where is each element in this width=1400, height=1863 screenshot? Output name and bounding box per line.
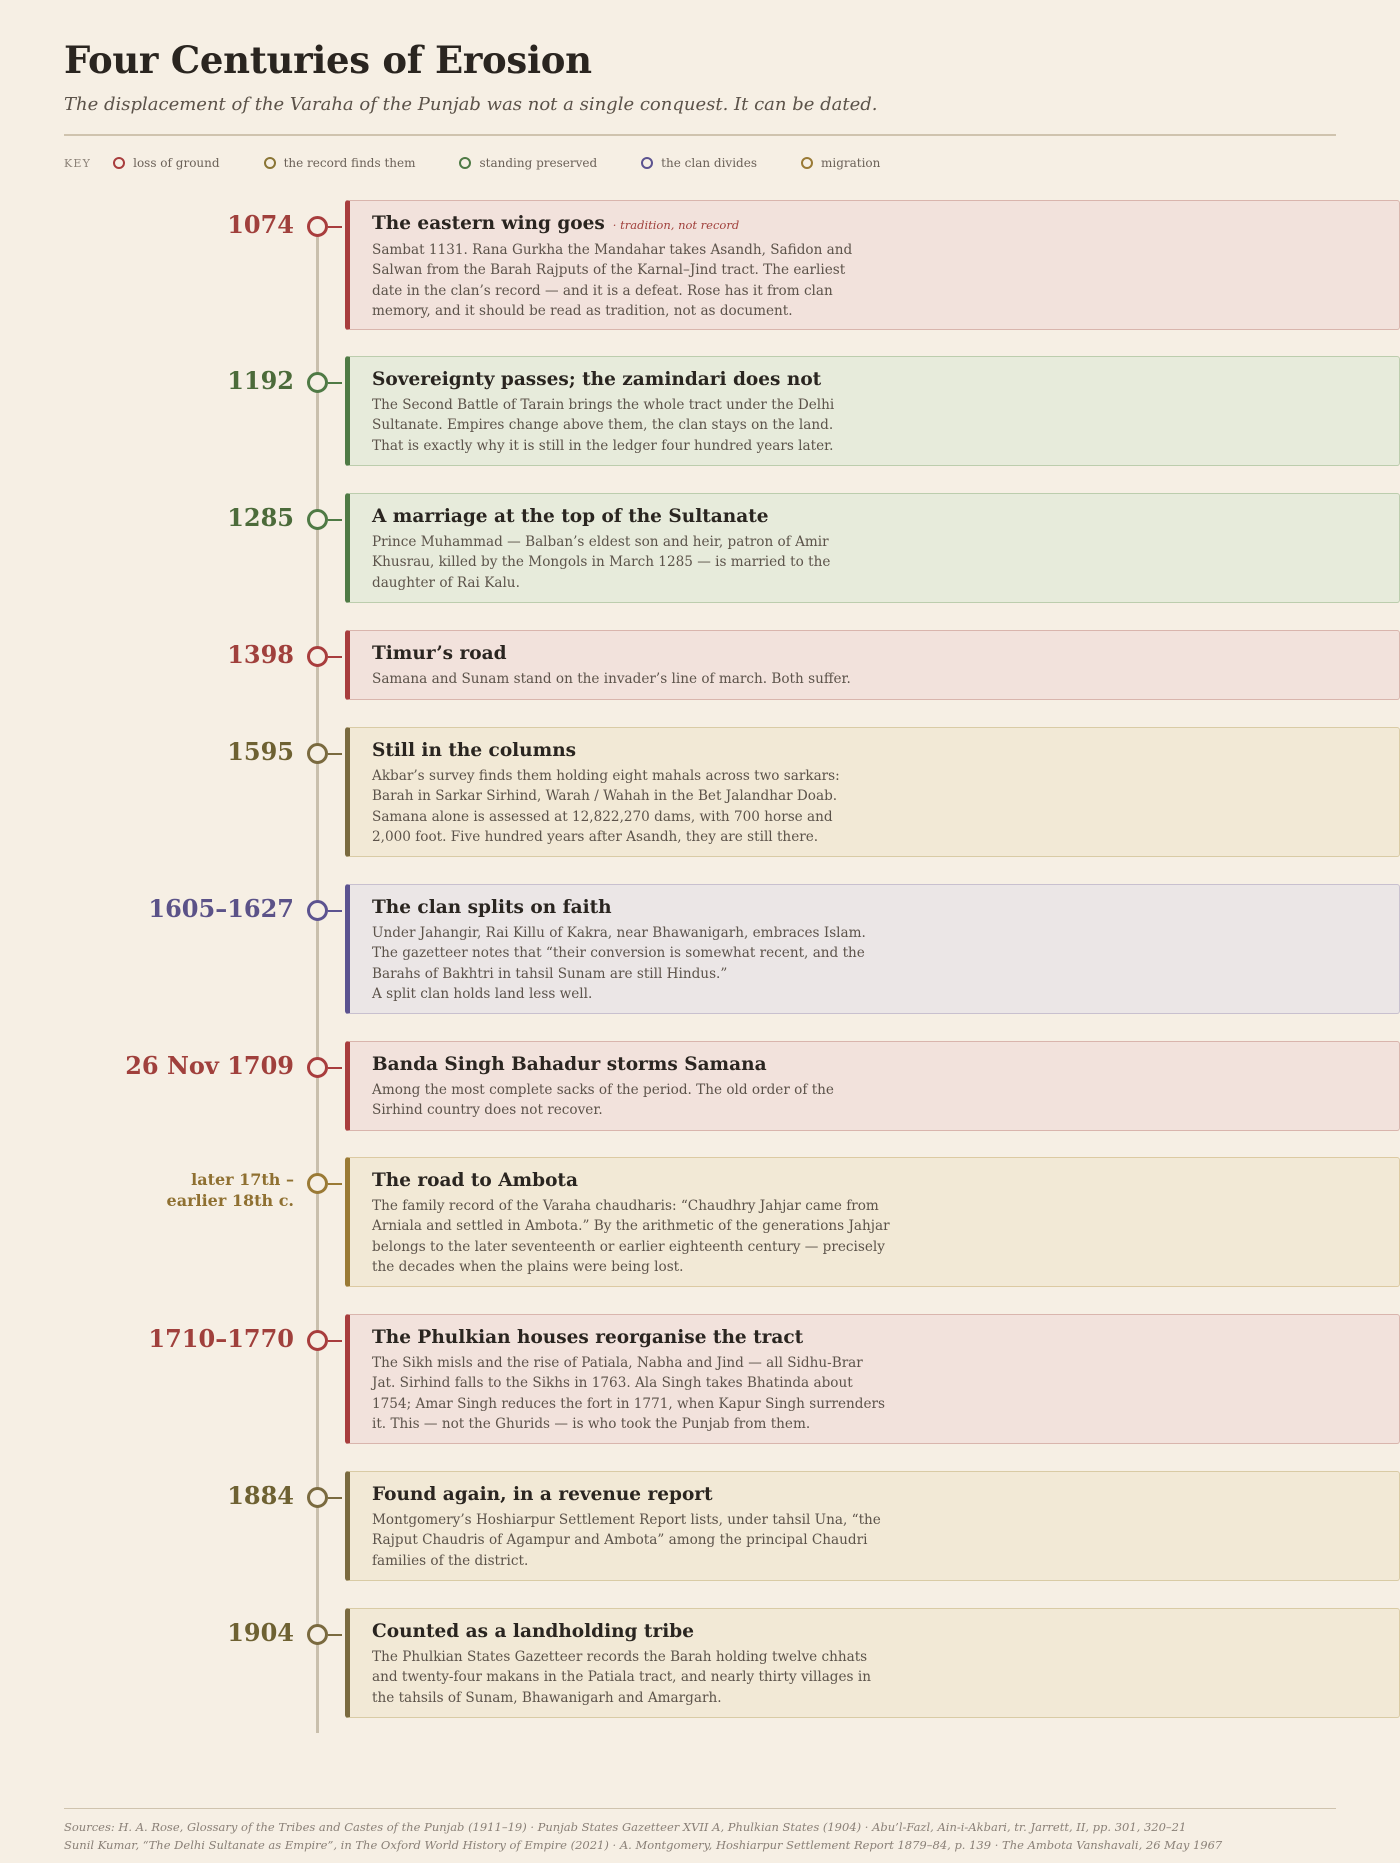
legend-item-label: the record finds them: [283, 156, 416, 170]
event-card: [345, 1471, 1400, 1581]
event-card: [345, 1314, 1400, 1444]
event-title-row: [372, 641, 1377, 667]
event-title-row: [372, 738, 1377, 764]
event-date: 26 Nov 1709: [125, 1051, 294, 1080]
event-card: [345, 356, 1400, 466]
legend-dot-icon: [459, 157, 471, 169]
event-marker-icon: [307, 1057, 328, 1078]
event-title: The clan splits on faith: [372, 897, 612, 918]
event-card: [345, 884, 1400, 1014]
event-connector: [328, 1183, 342, 1185]
sources-line-2: Sunil Kumar, “The Delhi Sultanate as Empire”, in The Oxford World History of Empire (2021) · A. Montgomery, Hoshiarpur Settlement Report 1879–84, p. 139 · The Ambota Vanshavali, 26 May 1967: [64, 1838, 1223, 1852]
event-date: 1605–1627: [148, 894, 294, 923]
event-marker-icon: [307, 743, 328, 764]
event-title-row: [372, 1168, 1377, 1194]
event-description: The Sikh misls and the rise of Patiala, Nabha and Jind — all Sidhu-Brar Jat. Sirhind falls to the Sikhs in 1763. Ala Singh takes Bhatinda about 1754; Amar Singh reduces the fort in 1771, when Kapur Singh surrenders it. This — not the Ghurids — is who took the Punjab from them.: [372, 1355, 886, 1433]
legend-dot-icon: [801, 157, 813, 169]
event-connector: [328, 1634, 342, 1636]
event-title: Banda Singh Bahadur storms Samana: [372, 1054, 767, 1075]
event-description: Akbar’s survey finds them holding eight mahals across two sarkars: Barah in Sarkar Sirhind, Warah / Wahah in the Bet Jalandhar Doab. Samana alone is assessed at 12,822,270 dams, with 700 horse and 2,000 foot. Five hundred years after Asandh, they are still there.: [372, 768, 840, 846]
event-marker-icon: [307, 1624, 328, 1645]
event-date: later 17th – earlier 18th c.: [166, 1170, 294, 1210]
legend-item-label: loss of ground: [133, 156, 220, 170]
event-date: 1285: [227, 503, 294, 532]
event-title-row: [372, 211, 1377, 238]
legend-item-label: the clan divides: [661, 156, 757, 170]
legend-item-preserved: [459, 156, 597, 170]
event-connector: [328, 910, 342, 912]
event-card: [345, 727, 1400, 857]
event-title: The road to Ambota: [372, 1170, 578, 1191]
event-title: Counted as a landholding tribe: [372, 1621, 694, 1642]
event-marker-icon: [307, 509, 328, 530]
event-title-row: [372, 1052, 1377, 1078]
event-marker-icon: [307, 1487, 328, 1508]
event-connector: [328, 1497, 342, 1499]
event-description: Under Jahangir, Rai Killu of Kakra, near Bhawanigarh, embraces Islam. The gazetteer notes that “their conversion is somewhat recent, and the Barahs of Bakhtri in tahsil Sunam are still Hindus.” A split clan holds land less well.: [372, 925, 866, 1003]
event-marker-icon: [307, 1330, 328, 1351]
event-date: 1192: [227, 366, 294, 395]
event-connector: [328, 519, 342, 521]
event-marker-icon: [307, 1173, 328, 1194]
event-title-row: [372, 1482, 1377, 1508]
event-date: 1595: [227, 737, 294, 766]
event-date: 1904: [227, 1618, 294, 1647]
event-marker-icon: [307, 646, 328, 667]
event-description: The family record of the Varaha chaudharis: “Chaudhry Jahjar came from Arniala and settled in Ambota.” By the arithmetic of the generations Jahjar belongs to the later seventeenth or earlier eighteenth century — precisely the decades when the plains were being lost.: [372, 1198, 890, 1276]
legend-item-label: standing preserved: [479, 156, 598, 170]
event-card: [345, 493, 1400, 603]
legend-item-record: [264, 156, 416, 170]
header-divider: [64, 134, 1336, 136]
event-title: Still in the columns: [372, 740, 577, 761]
event-title-row: [372, 895, 1377, 921]
event-description: Samana and Sunam stand on the invader’s line of march. Both suffer.: [372, 671, 851, 687]
event-title: The eastern wing goes: [372, 213, 605, 234]
event-marker-icon: [307, 372, 328, 393]
event-description: The Second Battle of Tarain brings the whole tract under the Delhi Sultanate. Empires change above them, the clan stays on the land. That is exactly why it is still in the ledger four hundred years later.: [372, 397, 835, 454]
event-description: The Phulkian States Gazetteer records the Barah holding twelve chhats and twenty-four makans in the Patiala tract, and nearly thirty villages in the tahsils of Sunam, Bhawanigarh and Amargarh.: [372, 1649, 871, 1706]
event-connector: [328, 382, 342, 384]
page-subtitle: The displacement of the Varaha of the Punjab was not a single conquest. It can be dated.: [64, 94, 878, 115]
sources-footer: [64, 1818, 1336, 1854]
legend-item-label: migration: [820, 156, 881, 170]
event-card: [345, 200, 1400, 330]
legend-dot-icon: [113, 157, 125, 169]
event-title: Found again, in a revenue report: [372, 1484, 713, 1505]
event-connector: [328, 1340, 342, 1342]
legend-item-migration: [801, 156, 880, 170]
event-marker-icon: [307, 216, 328, 237]
event-date: 1884: [227, 1481, 294, 1510]
event-description: Sambat 1131. Rana Gurkha the Mandahar takes Asandh, Safidon and Salwan from the Barah Rajputs of the Karnal–Jind tract. The earliest date in the clan’s record — and it is a defeat. Rose has it from clan memory, and it should be read as tradition, not as document.: [372, 242, 853, 320]
event-title-row: [372, 1325, 1377, 1351]
event-title-row: [372, 367, 1377, 393]
sources-line-1: Sources: H. A. Rose, Glossary of the Tribes and Castes of the Punjab (1911–19) · Punjab States Gazetteer XVII A, Phulkian States (1904) · Abu’l-Fazl, Ain-i-Akbari, tr. Jarrett, II, pp. 301, 320–21: [64, 1820, 1187, 1834]
event-description: Montgomery’s Hoshiarpur Settlement Report lists, under tahsil Una, “the Rajput Chaudris of Agampur and Ambota” among the principal Chaudri families of the district.: [372, 1512, 881, 1569]
event-title: Sovereignty passes; the zamindari does not: [372, 369, 822, 390]
event-date: 1074: [227, 210, 294, 239]
legend-dot-icon: [641, 157, 653, 169]
event-connector: [328, 656, 342, 658]
event-description: Among the most complete sacks of the period. The old order of the Sirhind country does not recover.: [372, 1082, 834, 1119]
legend: [64, 154, 924, 172]
legend-item-loss: [113, 156, 219, 170]
event-connector: [328, 226, 342, 228]
event-title: A marriage at the top of the Sultanate: [372, 506, 769, 527]
event-description: Prince Muhammad — Balban’s eldest son and heir, patron of Amir Khusrau, killed by the Mongols in March 1285 — is married to the daughter of Rai Kalu.: [372, 534, 831, 591]
legend-item-divides: [641, 156, 757, 170]
event-card: [345, 1157, 1400, 1287]
event-connector: [328, 1067, 342, 1069]
event-connector: [328, 753, 342, 755]
event-card: [345, 1608, 1400, 1718]
event-title-row: [372, 1619, 1377, 1645]
event-title: The Phulkian houses reorganise the tract: [372, 1327, 804, 1348]
event-card: [345, 630, 1400, 700]
event-title: Timur’s road: [372, 643, 507, 664]
footer-divider: [64, 1808, 1336, 1809]
event-marker-icon: [307, 900, 328, 921]
event-card: [345, 1041, 1400, 1131]
legend-dot-icon: [264, 157, 276, 169]
event-date: 1710–1770: [148, 1324, 294, 1353]
page-title: Four Centuries of Erosion: [64, 38, 592, 82]
event-note: · tradition, not record: [612, 218, 740, 232]
event-date: 1398: [227, 640, 294, 669]
event-title-row: [372, 504, 1377, 530]
legend-label: KEY: [64, 156, 92, 170]
